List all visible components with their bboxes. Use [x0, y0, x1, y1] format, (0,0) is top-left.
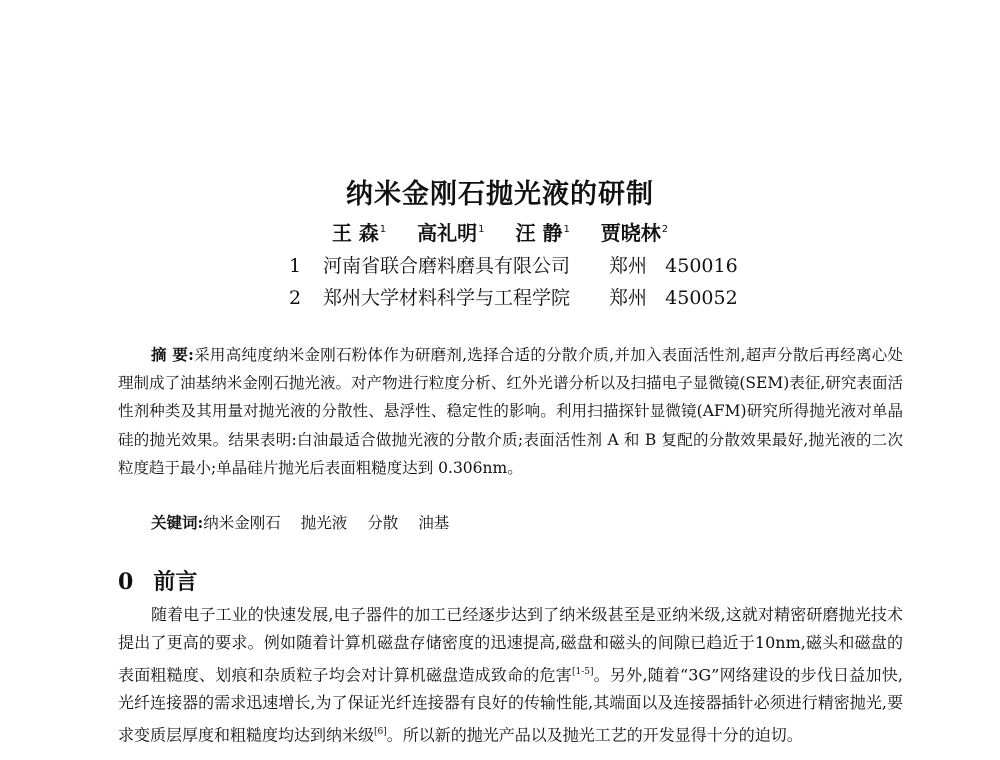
section-number: 0 — [118, 569, 134, 595]
affiliation-org: 郑州大学材料科学与工程学院 — [323, 287, 571, 309]
author-name: 贾晓林 — [600, 221, 661, 245]
keyword: 抛光液 — [300, 514, 348, 532]
author-name: 高礼明 — [417, 221, 478, 245]
affiliation-org: 河南省联合磨料磨具有限公司 — [323, 255, 571, 277]
affiliation-city: 郑州 — [609, 255, 648, 277]
author-affiliation-mark: 1 — [563, 224, 570, 236]
author-affiliation-mark: 1 — [379, 224, 387, 236]
body-paragraph — [118, 601, 903, 749]
citation-ref: [1-5] — [571, 666, 594, 677]
abstract-text: 采用高纯度纳米金刚石粉体作为研磨剂,选择合适的分散介质,并加入表面活性剂,超声分散后再经离心处理制成了油基纳米金刚石抛光液。对产物进行粒度分析、红外光谱分析以及扫描电子显微镜(SEM)表征,研究表面活性剂种类及其用量对抛光液的分散性、悬浮性、稳定性的影响。利用扫描探针显微镜(AFM)研究所得抛光液对单晶硅的抛光效果。结果表明:白油最适合做抛光液的分散介质;表面活性剂 A 和 B 复配的分散效果最好,抛光液的二次粒度趋于最小;单晶硅片抛光后表面粗糙度达到 0.306nm。 — [118, 346, 903, 477]
author-list — [0, 217, 1000, 246]
keyword: 油基 — [418, 514, 450, 532]
author — [332, 221, 386, 245]
paragraph-text: 随着电子工业的快速发展,电子器件的加工已经逐步达到了纳米级甚至是亚纳米级,这就对精密研磨抛光技术提出了更高的要求。例如随着计算机磁盘存储密度的迅速提高,磁盘和磁头的间隙已趋近于10nm,磁头和磁盘的表面粗糙度、划痕和杂质粒子均会对计算机磁盘造成致命的危害 — [118, 605, 903, 684]
author-name: 汪 静 — [515, 221, 563, 245]
paragraph-text: 。另外,随着“3G”网络建设的步伐日益加快,光纤连接器的需求迅速增长,为了保证光纤连接器有良好的传输性能,其端面以及连接器插针必须进行精密抛光,要求变质层厚度和粗糙度均达到纳米级 — [118, 664, 903, 744]
section-title: 前言 — [153, 569, 198, 595]
affiliation — [289, 283, 738, 310]
author-affiliation-mark: 2 — [661, 224, 669, 236]
affiliation-number: 2 — [289, 287, 302, 309]
author — [515, 221, 569, 245]
keywords — [151, 511, 469, 533]
affiliation-city: 郑州 — [609, 287, 648, 309]
author-name: 王 森 — [331, 221, 379, 245]
affiliation-zip: 450052 — [665, 287, 738, 309]
abstract — [118, 341, 903, 482]
author — [417, 221, 484, 245]
author — [601, 221, 668, 245]
affiliation-number: 1 — [289, 255, 302, 277]
abstract-label: 摘 要: — [151, 345, 194, 364]
keyword: 分散 — [367, 514, 399, 532]
keywords-label: 关键词: — [151, 513, 204, 532]
paper-title: 纳米金刚石抛光液的研制 — [346, 179, 654, 210]
affiliation-zip: 450016 — [665, 255, 738, 277]
section-heading — [118, 565, 197, 596]
keyword: 纳米金刚石 — [203, 514, 281, 532]
affiliation — [289, 251, 738, 278]
citation-ref: [6] — [374, 726, 387, 737]
author-affiliation-mark: 1 — [478, 224, 485, 236]
paragraph-text: 。所以新的抛光产品以及抛光工艺的开发显得十分的迫切。 — [386, 724, 803, 744]
